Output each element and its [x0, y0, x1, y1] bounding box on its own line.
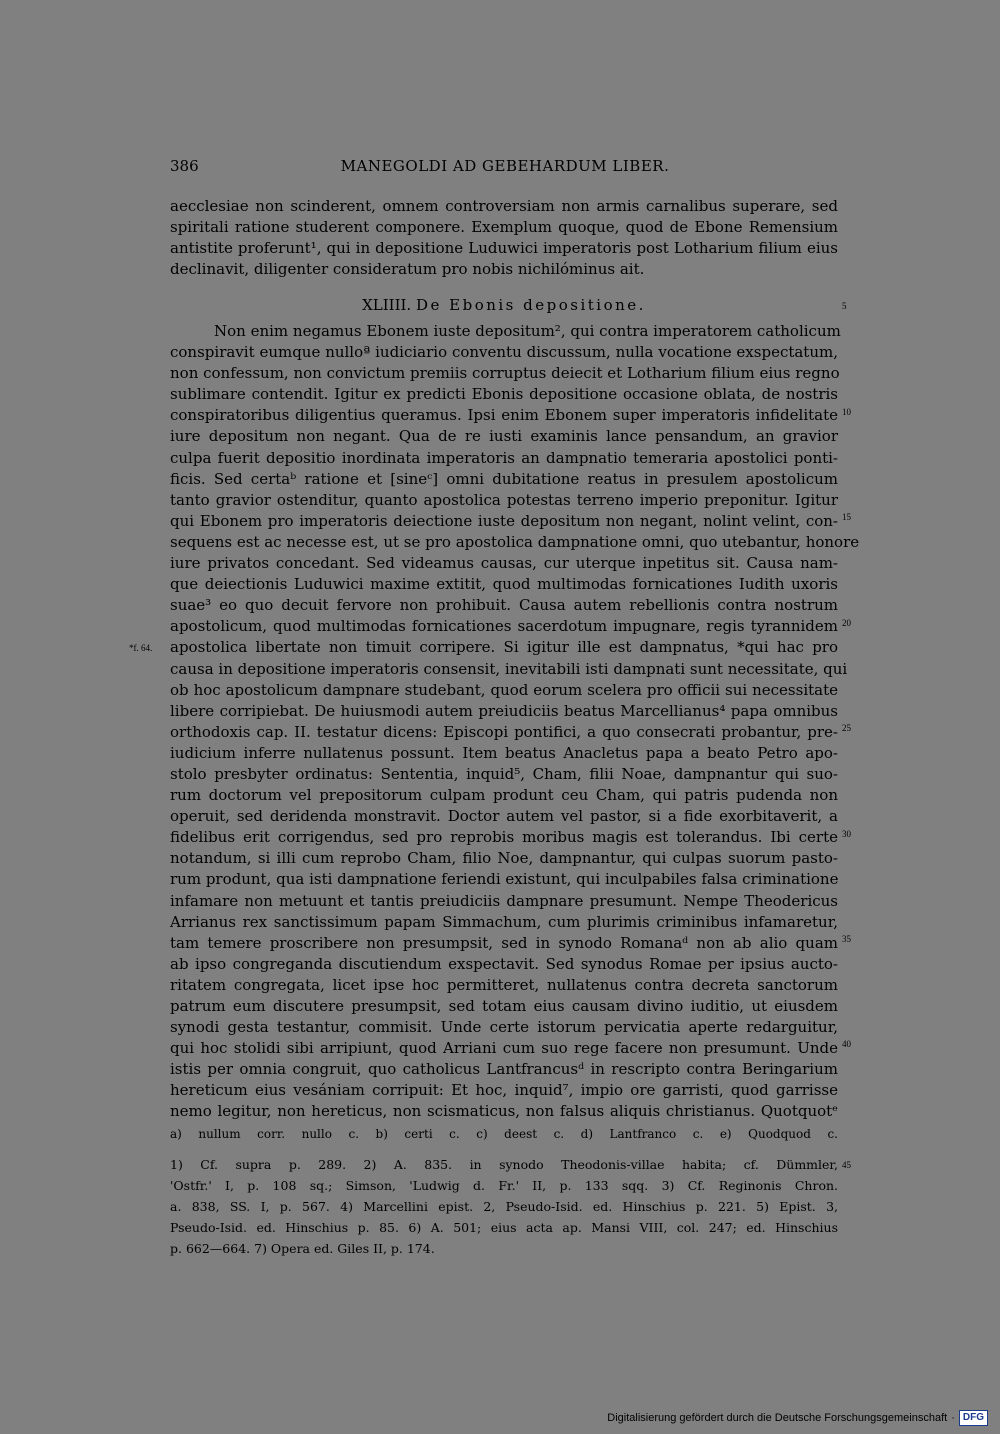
dfg-logo: DFG — [959, 1410, 988, 1426]
section-heading — [170, 294, 838, 316]
line-number: 20 — [842, 618, 851, 628]
text-line: nemo legitur, non hereticus, non scismaticus, non falsus aliquis christianus. Quotquotᵉ — [170, 1102, 838, 1121]
text-line: iudicium inferre nullatenus possunt. Item beatus Anacletus papa a beato Petro apo- — [170, 743, 838, 762]
footnotes — [170, 1154, 838, 1259]
text-line: sequens est ac necesse est, ut se pro apostolica dampnatione omni, quo utebantur, honore — [170, 532, 860, 551]
text-line: stolo presbyter ordinatus: Sententia, inquid⁵, Cham, filii Noae, dampnantur qui suo- — [170, 764, 838, 783]
text-line: sublimare contendit. Igitur ex predicti Ebonis depositione occasione oblata, de nostris — [170, 385, 838, 404]
text-line: suae³ eo quo decuit fervore non prohibuit. Causa autem rebellionis contra nostrum — [170, 596, 838, 615]
text-line: apostolica libertate non timuit corripere. Si igitur ille est dampnatus, *qui hac pro — [170, 638, 838, 657]
line-number: 30 — [842, 829, 851, 839]
text-line: tanto gravior ostenditur, quanto apostolica potestas terreno imperio preponitur. Igitur — [170, 490, 838, 509]
text-line: patrum eum discutere presumpsit, sed totam eius causam divino iuditio, ut eiusdem — [170, 997, 838, 1015]
text-line: rum doctorum vel prepositorum culpam produnt ceu Cham, qui patris pudenda non — [170, 786, 838, 805]
page-number: 386 — [170, 157, 199, 175]
text-line: apostolicum, quod multimodas fornicationes sacerdotum impugnare, regis tyrannidem — [170, 617, 838, 636]
text-line: notandum, si illi cum reprobo Cham, filio Noe, dampnantur, qui culpas suorum pasto- — [170, 849, 838, 868]
line-number: 45 — [842, 1160, 851, 1170]
text-line: tam temere proscribere non presumpsit, sed in synodo Romanaᵈ non ab alio quam — [170, 933, 838, 952]
text-line: operuit, sed deridenda monstravit. Doctor autem vel pastor, si a fide exorbitaverit, a — [170, 807, 838, 826]
text-line: Non enim negamus Ebonem iuste depositum², qui contra imperatorem catholicum — [214, 322, 841, 340]
footnote-line: p. 662—664. 7) Opera ed. Giles II, p. 174. — [170, 1241, 435, 1256]
footnote-line: 1) Cf. supra p. 289. 2) A. 835. in synodo Theodonis-villae habita; cf. Dümmler, — [170, 1157, 838, 1172]
section-title: De Ebonis depositione. — [415, 296, 646, 314]
text-line: non confessum, non convictum premiis corruptus deiecit et Lotharium filium eius regno — [170, 364, 840, 383]
text-line: conspiravit eumque nulloª iudiciario conventu discussum, nulla vocatione exspectatum, — [170, 343, 838, 362]
text-line: libere corripiebat. De huiusmodi autem preiudiciis beatus Marcellianus⁴ papa omnibus — [170, 701, 838, 720]
text-line: hereticum eius vesániam corripuit: Et hoc, inquid⁷, impio ore garristi, quod garrisse — [170, 1081, 838, 1100]
text-line: iure depositum non negant. Qua de re iusti examinis lance pensandum, an gravior — [170, 427, 838, 446]
text-line: rum produnt, qua isti dampnatione feriendi existunt, qui inculpabiles falsa criminatione — [170, 870, 839, 889]
line-number: 40 — [842, 1039, 851, 1049]
text-line: qui Ebonem pro imperatoris deiectione iuste depositum non negant, nolint velint, con- — [170, 511, 838, 530]
text-line: declinavit, diligenter consideratum pro nobis nichilóminus ait. — [170, 260, 645, 279]
text-line: que deiectionis Luduwici maxime extitit, quod multimodas fornicationes Iudith uxoris — [170, 575, 838, 594]
text-line: ritatem congregata, licet ipse hoc permitteret, nullatenus contra decreta sanctorum — [170, 975, 838, 994]
text-line: orthodoxis cap. II. testatur dicens: Episcopi pontifici, a quo consecrati probantur, pre- — [170, 722, 838, 741]
text-line: aecclesiae non scinderent, omnem controversiam non armis carnalibus superare, sed — [170, 197, 838, 215]
section-number: XLIIII. — [362, 296, 412, 314]
text-line: ab ipso congreganda discutiendum exspectavit. Sed synodus Romae per ipsius aucto- — [170, 954, 838, 973]
text-line: causa in depositione imperatoris consensit, inevitabili isti dampnati sunt necessitate, qui — [170, 659, 848, 678]
text-line: conspiratoribus diligentius queramus. Ipsi enim Ebonem super imperatoris infidelitate — [170, 406, 838, 425]
footnote-line: 'Ostfr.' I, p. 108 sq.; Simson, 'Ludwig d. Fr.' II, p. 133 sqq. 3) Cf. Reginonis Chron. — [170, 1178, 838, 1193]
line-number: 35 — [842, 934, 851, 944]
text-line: spiritali ratione studerent componere. Exemplum quoque, quod de Ebone Remensium — [170, 218, 838, 237]
text-line: Arrianus rex sanctissimum papam Simmachum, cum plurimis criminibus infamaretur, — [170, 912, 838, 931]
funding-footer — [607, 1410, 988, 1426]
text-line: culpa fuerit depositio inordinata imperatoris an dampnatio temeraria apostolici ponti- — [170, 448, 838, 467]
running-title: MANEGOLDI AD GEBEHARDUM LIBER. — [340, 157, 670, 175]
text-line: antistite proferunt¹, qui in depositione Luduwici imperatoris post Lotharium filium eius — [170, 239, 838, 258]
line-number: 5 — [842, 301, 847, 311]
text-line: synodi gesta testantur, commisit. Unde certe istorum pervicatia aperte redarguitur, — [170, 1018, 838, 1037]
text-line: ficis. Sed certaᵇ ratione et [sineᶜ] omni dubitatione reatus in presulem apostolicum — [170, 469, 838, 488]
folio-marker: *f. 64. — [129, 643, 153, 653]
footer-text: Digitalisierung gefördert durch die Deutsche Forschungsgemeinschaft — [607, 1412, 948, 1424]
line-number: 15 — [842, 512, 851, 522]
text-line: qui hoc stolidi sibi arripiunt, quod Arriani cum suo rege facere non presumunt. Unde — [170, 1039, 838, 1058]
intro-paragraph — [170, 196, 838, 280]
footnote-line: Pseudo-Isid. ed. Hinschius p. 85. 6) A. 501; eius acta ap. Mansi VIII, col. 247; ed. Hinschius — [170, 1220, 838, 1235]
line-number: 10 — [842, 407, 851, 417]
text-line: ob hoc apostolicum dampnare studebant, quod eorum scelera pro officii sui necessitate — [170, 680, 838, 699]
footer-separator: · — [951, 1412, 955, 1424]
page-header — [170, 157, 840, 181]
footnote-line: a. 838, SS. I, p. 567. 4) Marcellini epist. 2, Pseudo-Isid. ed. Hinschius p. 221. 5) Epist. 3, — [170, 1199, 838, 1214]
text-line: iure privatos concedant. Sed videamus causas, cur uterque inpetitus sit. Causa nam- — [170, 554, 838, 573]
text-line: istis per omnia congruit, quo catholicus Lantfrancusᵈ in rescripto contra Beringarium — [170, 1060, 838, 1079]
line-number: 25 — [842, 723, 851, 733]
text-line: fidelibus erit corrigendus, sed pro reprobis moribus magis est tolerandus. Ibi certe — [170, 828, 838, 847]
critical-apparatus: a) nullum corr. nullo c. b) certi c. c) deest c. d) Lantfranco c. e) Quodquod c. — [170, 1127, 838, 1141]
text-line: infamare non metuunt et tantis preiudiciis dampnare presumunt. Nempe Theodericus — [170, 891, 838, 910]
